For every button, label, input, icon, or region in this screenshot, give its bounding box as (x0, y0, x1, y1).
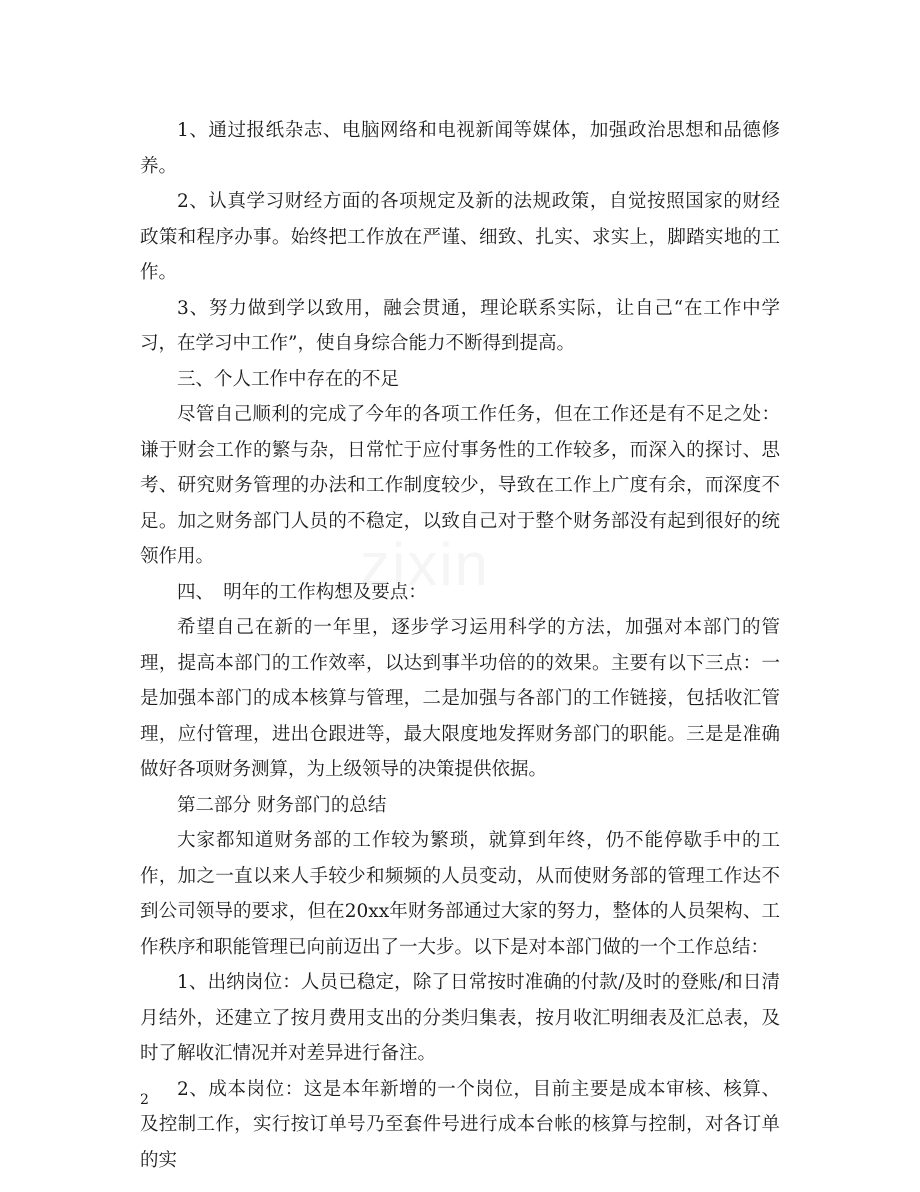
paragraph-item-1: 1、通过报纸杂志、电脑网络和电视新闻等媒体，加强政治思想和品德修养。 (140, 120, 780, 177)
paragraph-item-3: 3、努力做到学以致用，融会贯通，理论联系实际，让自己“在工作中学习，在学习中工作”，使自身综合能力不断得到提高。 (140, 297, 780, 354)
paragraph-cost-post: 2、成本岗位：这是本年新增的一个岗位，目前主要是成本审核、核算、及控制工作，实行按订单号乃至套件号进行成本台帐的核算与控制，对各订单的实 (140, 1078, 780, 1171)
section-heading-part-two: 第二部分 财务部门的总结 (177, 794, 387, 816)
paragraph-next-year: 希望自己在新的一年里，逐步学习运用科学的方法，加强对本部门的管理，提高本部门的工作效率，以达到事半功倍的的效果。主要有以下三点：一是加强本部门的成本核算与管理，二是加强与各部门的工作链接，包括收汇管理，应付管理，进出仓跟进等，最大限度地发挥财务部门的职能。三是是准确做好各项财务测算，为上级领导的决策提供依据。 (140, 617, 780, 780)
paragraph-shortcomings: 尽管自己顺利的完成了今年的各项工作任务，但在工作还是有不足之处：谦于财会工作的繁与杂，日常忙于应付事务性的工作较多，而深入的探讨、思考、研究财务管理的办法和工作制度较少，导致在工作上广度有余，而深度不足。加之财务部门人员的不稳定，以致自己对于整个财务部没有起到很好的统领作用。 (140, 404, 780, 567)
paragraph-cashier-post: 1、出纳岗位：人员已稳定，除了日常按时准确的付款/及时的登账/和日清月结外，还建立了按月费用支出的分类归集表，按月收汇明细表及汇总表，及时了解收汇情况并对差异进行备注。 (140, 972, 780, 1064)
watermark-logo: zixin (360, 531, 491, 598)
document-body (140, 113, 780, 1178)
paragraph-item-2: 2、认真学习财经方面的各项规定及新的法规政策，自觉按照国家的财经政策和程序办事。始终把工作放在严谨、细致、扎实、求实上，脚踏实地的工作。 (140, 191, 780, 283)
section-heading-next-year: 四、 明年的工作构想及要点： (177, 581, 427, 603)
paragraph-part-two-intro: 大家都知道财务部的工作较为繁琐，就算到年终，仍不能停歇手中的工作，加之一直以来人手较少和频频的人员变动，从而使财务部的管理工作达不到公司领导的要求，但在20xx年财务部通过大家的努力，整体的人员架构、工作秩序和职能管理已向前迈出了一大步。以下是对本部门做的一个工作总结： (140, 830, 780, 958)
section-heading-shortcomings: 三、个人工作中存在的不足 (177, 368, 400, 390)
page-number: 2 (140, 1092, 149, 1108)
